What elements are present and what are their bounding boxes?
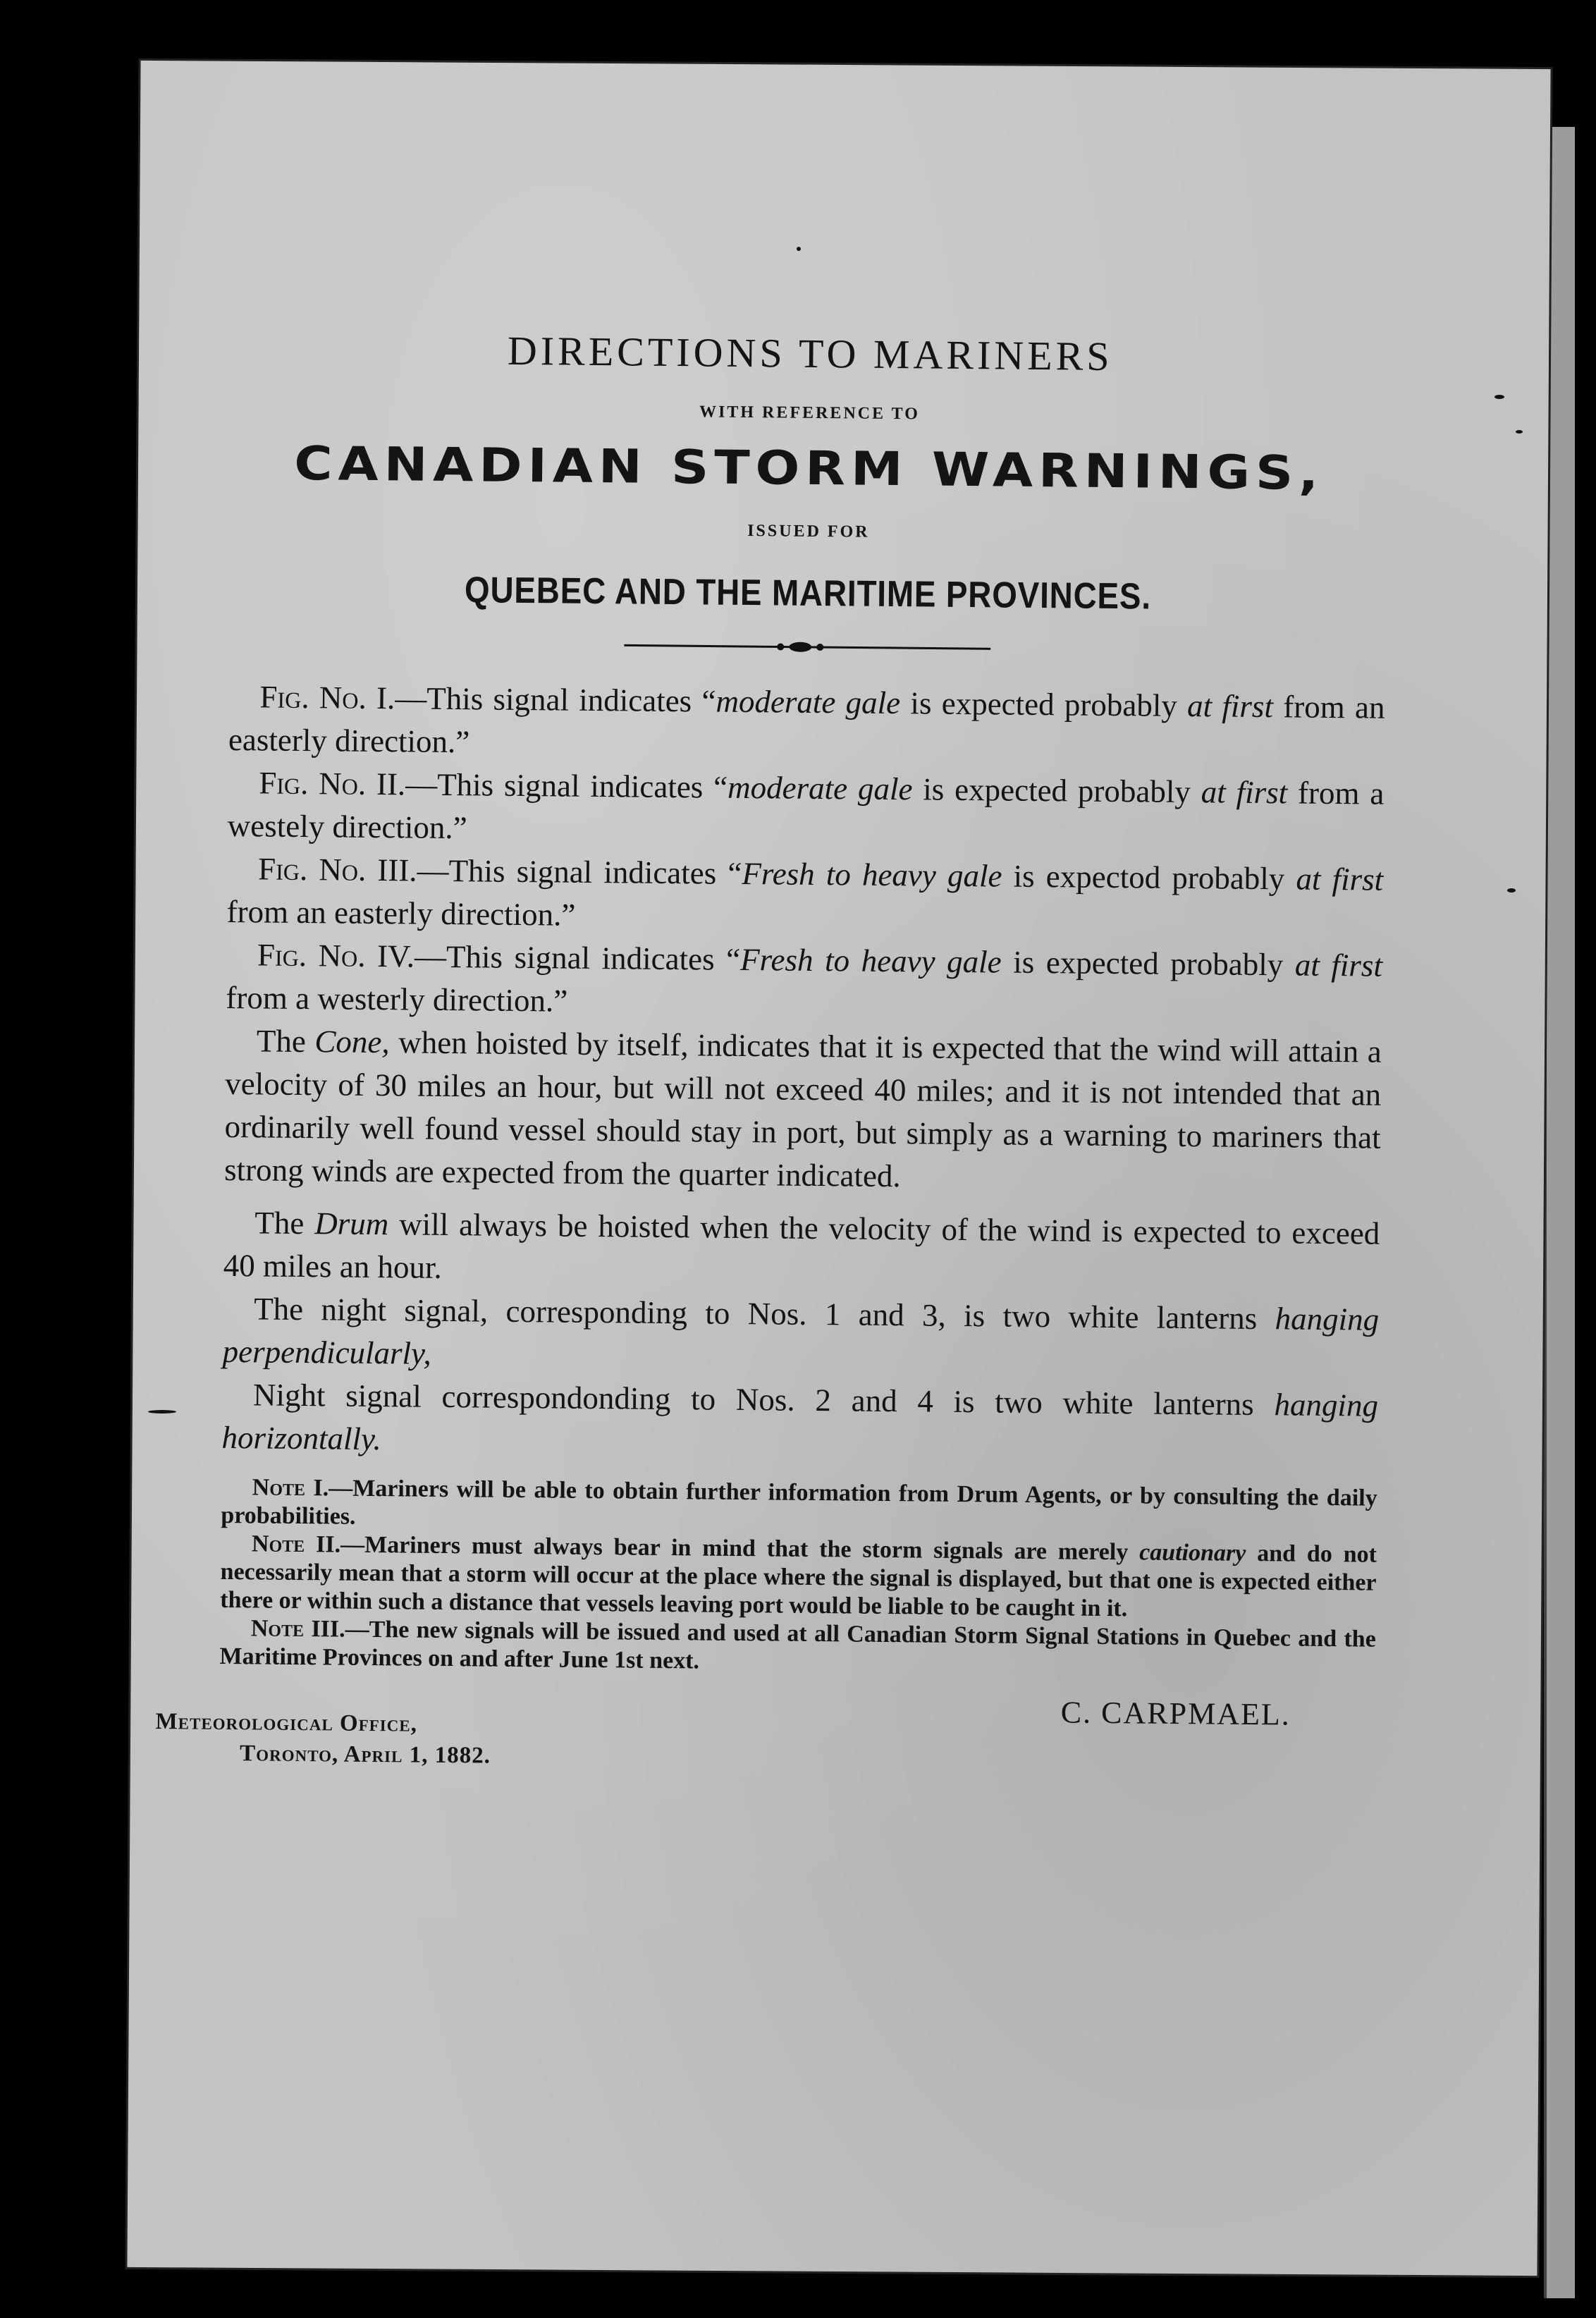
figure-label: Fig. No. IV. — [257, 937, 415, 974]
ornament-divider — [624, 638, 990, 656]
note-paragraph: Note II.—Mariners must always bear in mind that the storm signals are merely cautionary and do not necessarily mean that a storm will occur at the place where the signal is displayed, but that one is expected either there or within such a distance that vessels leaving port would be liable to be caught in it. — [220, 1531, 1377, 1622]
note-paragraph: Note I.—Mariners will be able to obtain further information from Drum Agents, or by consulting the daily probabilities. — [221, 1474, 1377, 1530]
figure-paragraph: Fig. No. II.—This signal indicates “moderate gale is expected probably at first from a westely direction.” — [227, 765, 1385, 846]
ink-speck — [1516, 430, 1523, 434]
note-label: Note I. — [252, 1474, 329, 1502]
page-edge — [1544, 127, 1575, 2298]
reference-line: WITH REFERENCE TO — [699, 403, 920, 424]
ink-speck — [797, 247, 801, 251]
figure-paragraph: Fig. No. III.—This signal indicates “Fresh to heavy gale is expectod probably at first from an easterly direction.” — [226, 851, 1384, 933]
ink-speck — [1507, 888, 1516, 893]
ink-speck — [148, 1410, 176, 1414]
figure-paragraph: Fig. No. I.—This signal indicates “moderate gale is expected probably at first from an easterly direction.” — [228, 679, 1385, 760]
ink-speck — [1494, 395, 1504, 399]
night-signal-paragraph: Night signal correspondonding to Nos. 2 and 4 is two white lanterns hanging horizontally. — [221, 1377, 1379, 1457]
drum-paragraph: The Drum will always be hoisted when the velocity of the wind is expected to exceed 40 miles an hour. — [223, 1205, 1380, 1285]
note-paragraph: Note III.—The new signals will be issued and used at all Canadian Storm Signal Stations in Quebec and the Maritime Provinces on and after June 1st next. — [219, 1615, 1376, 1674]
notice-title: CANADIAN STORM WARNINGS, — [294, 436, 1325, 501]
note-label: Note III. — [250, 1615, 345, 1643]
night-signal-paragraph: The night signal, corresponding to Nos. 1 and 3, is two white lanterns hanging perpendicularly, — [222, 1291, 1380, 1371]
figure-paragraph: Fig. No. IV.—This signal indicates “Fresh to heavy gale is expected probably at first from a westerly direction.” — [226, 937, 1383, 1019]
figure-label: Fig. No. II. — [259, 765, 406, 802]
office-date: Toronto, April 1, 1882. — [239, 1741, 491, 1769]
notice-body — [221, 675, 1385, 1471]
notice-subtitle: QUEBEC AND THE MARITIME PROVINCES. — [464, 570, 1152, 618]
issued-for-line: ISSUED FOR — [747, 522, 870, 541]
figure-label: Fig. No. I. — [259, 679, 395, 716]
figure-label: Fig. No. III. — [257, 851, 417, 888]
cone-paragraph: The Cone, when hoisted by itself, indicates that it is expected that the wind will attain a velocity of 30 miles an hour, but will not exceed 40 miles; and it is not intended that an ordinarily well found vessel should stay in port, but simply as a warning to mariners that strong winds are expected from the quarter indicated. — [223, 1023, 1382, 1194]
notes-section — [219, 1473, 1377, 1682]
notice-heading: DIRECTIONS TO MARINERS — [507, 327, 1113, 379]
signature: C. CARPMAEL. — [1060, 1695, 1291, 1732]
notice-content — [155, 296, 1389, 1780]
note-label: Note II. — [251, 1531, 341, 1558]
office-name: Meteorological Office, — [155, 1709, 418, 1737]
